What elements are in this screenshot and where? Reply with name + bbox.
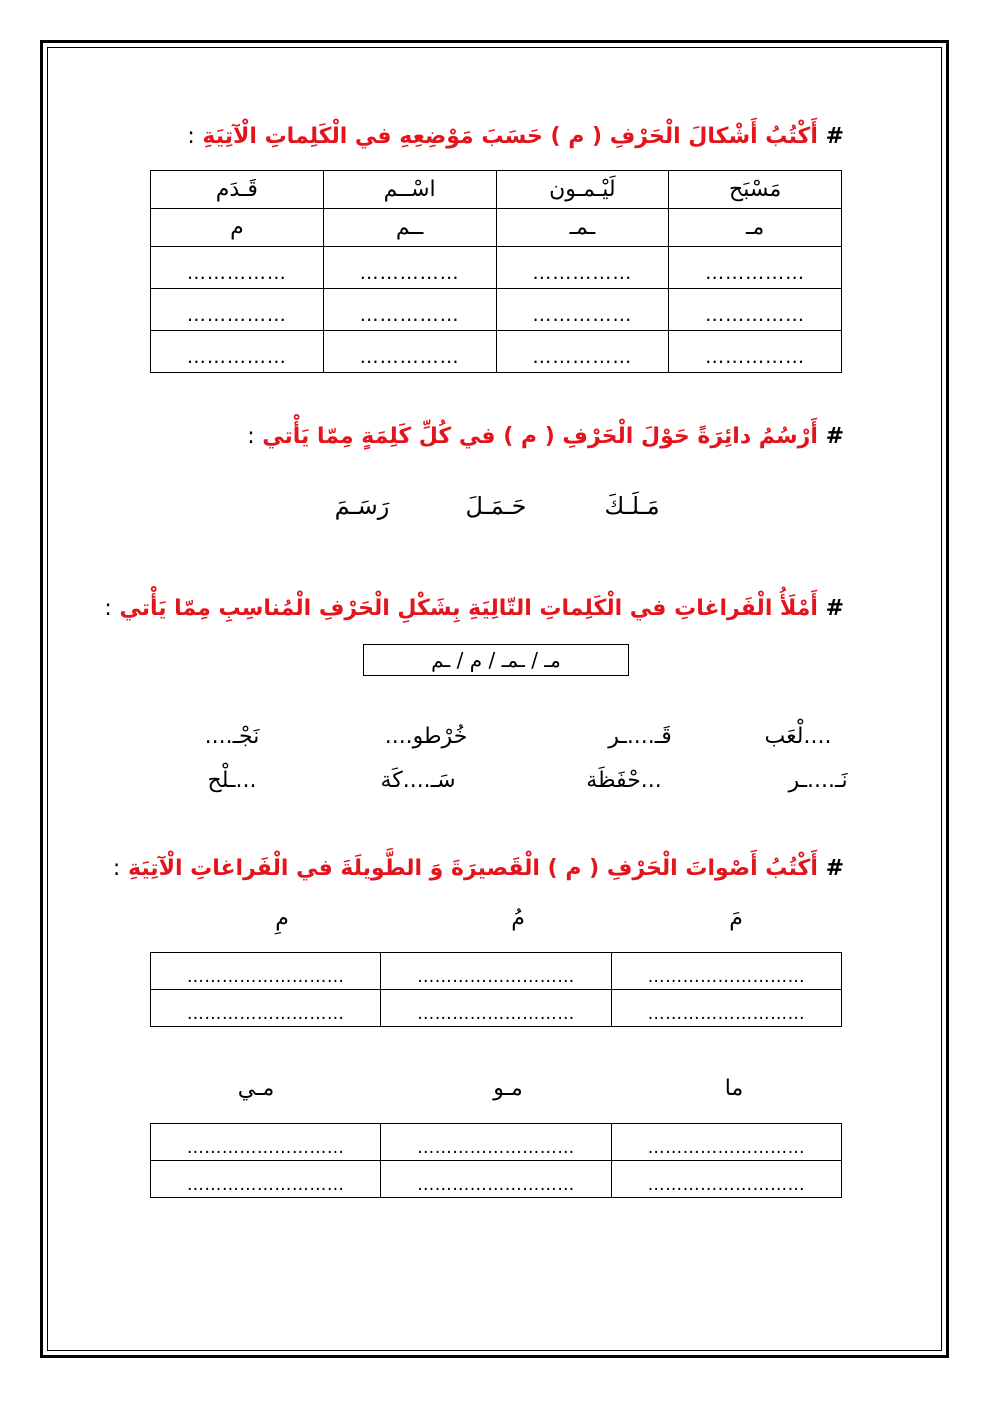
blank-cell[interactable]: …………… [496,247,669,289]
colon: : [104,596,112,621]
letter-forms-table [150,170,842,373]
form-cell: ــم [323,209,496,247]
blank-cell[interactable]: ……………………… [151,953,381,990]
long-sounds-table [150,1123,842,1198]
blank-row [151,990,842,1027]
long-sound-label: مـو [493,1076,523,1101]
short-sound-label: مُ [511,906,525,931]
fill-word[interactable]: ...ـلْح [207,768,257,793]
word-cell: لَيْـمـون [496,171,669,209]
blank-cell[interactable]: …………… [151,331,324,373]
hash-mark: # [825,856,844,881]
letter-options-box: مـ / ـمـ / م / ـم [363,644,629,676]
short-sound-label: مِ [275,906,289,931]
section2-text: أَرْسُمُ دائِرَةً حَوْلَ الْحَرْفِ ( م ) في كُلِّ كَلِمَةٍ مِمّا يَأْتي [262,424,818,449]
blank-cell[interactable]: ……………………… [611,953,841,990]
blank-cell[interactable]: …………… [496,331,669,373]
section3-text: أَمْلَأُ الْفَراغاتِ في الْكَلِماتِ التّالِيَةِ بِشَكْلِ الْحَرْفِ الْمُناسِبِ مِمّا يَأْتي [119,596,818,621]
word-cell: اسْــم [323,171,496,209]
blank-cell[interactable]: ……………………… [611,1161,841,1198]
blank-cell[interactable]: ……………………… [381,953,611,990]
blank-cell[interactable]: …………… [669,331,842,373]
blank-row [151,953,842,990]
blank-cell[interactable]: ……………………… [381,1161,611,1198]
word-cell: قَـدَم [151,171,324,209]
fill-word[interactable]: قَـ....ـر [608,724,672,749]
section2-instruction [247,424,844,449]
section3-instruction [104,596,844,621]
blank-row [151,289,842,331]
circle-word[interactable]: رَسَـمَ [334,492,390,520]
section4-instruction [113,856,844,881]
fill-word[interactable]: نَـ....ـر [788,768,848,793]
section1-text: أَكْتُبُ أَشْكالَ الْحَرْفِ ( م ) حَسَبَ مَوْضِعِهِ في الْكَلِماتِ الْآتِيَةِ [202,124,818,149]
blank-row [151,247,842,289]
fill-word[interactable]: خُرْطو.... [384,724,468,749]
blank-cell[interactable]: …………… [669,247,842,289]
short-sounds-table [150,952,842,1027]
fill-word[interactable]: نَجْـ.... [204,724,260,749]
section1-instruction [187,124,844,149]
colon: : [187,124,195,149]
blank-cell[interactable]: …………… [151,247,324,289]
blank-cell[interactable]: ……………………… [381,990,611,1027]
blank-cell[interactable]: ……………………… [611,1124,841,1161]
short-sound-label: مَ [729,906,743,931]
forms-row [151,209,842,247]
blank-cell[interactable]: …………… [323,247,496,289]
section4-text: أَكْتُبُ أَصْواتَ الْحَرْفِ ( م ) الْقَصيرَةَ وَ الطَّويلَةَ في الْفَراغاتِ الْآتِيَةِ [127,856,818,881]
hash-mark: # [825,424,844,449]
circle-word[interactable]: حَـمَـلَ [465,492,527,520]
blank-row [151,1161,842,1198]
colon: : [247,424,255,449]
blank-cell[interactable]: …………… [669,289,842,331]
blank-row [151,1124,842,1161]
blank-cell[interactable]: …………… [151,289,324,331]
form-cell: ـمـ [496,209,669,247]
blank-cell[interactable]: ……………………… [381,1124,611,1161]
colon: : [112,856,121,881]
fill-word[interactable]: ....لْعَب [764,724,832,749]
blank-cell[interactable]: …………… [323,289,496,331]
blank-cell[interactable]: ……………………… [151,990,381,1027]
hash-mark: # [825,596,844,621]
long-sound-label: مـي [237,1076,275,1101]
fill-word[interactable]: سَـ....كَة [380,768,456,793]
word-cell: مَسْبَح [669,171,842,209]
blank-cell[interactable]: ……………………… [151,1161,381,1198]
blank-cell[interactable]: ……………………… [611,990,841,1027]
long-sound-label: ما [724,1076,744,1101]
blank-cell[interactable]: ……………………… [151,1124,381,1161]
form-cell: م [151,209,324,247]
blank-cell[interactable]: …………… [323,331,496,373]
words-row [151,171,842,209]
fill-word[interactable]: ...حْفَظَة [586,768,662,793]
hash-mark: # [825,124,844,149]
circle-word[interactable]: مَـلَـكَ [604,492,660,520]
blank-cell[interactable]: …………… [496,289,669,331]
blank-row [151,331,842,373]
form-cell: مـ [669,209,842,247]
